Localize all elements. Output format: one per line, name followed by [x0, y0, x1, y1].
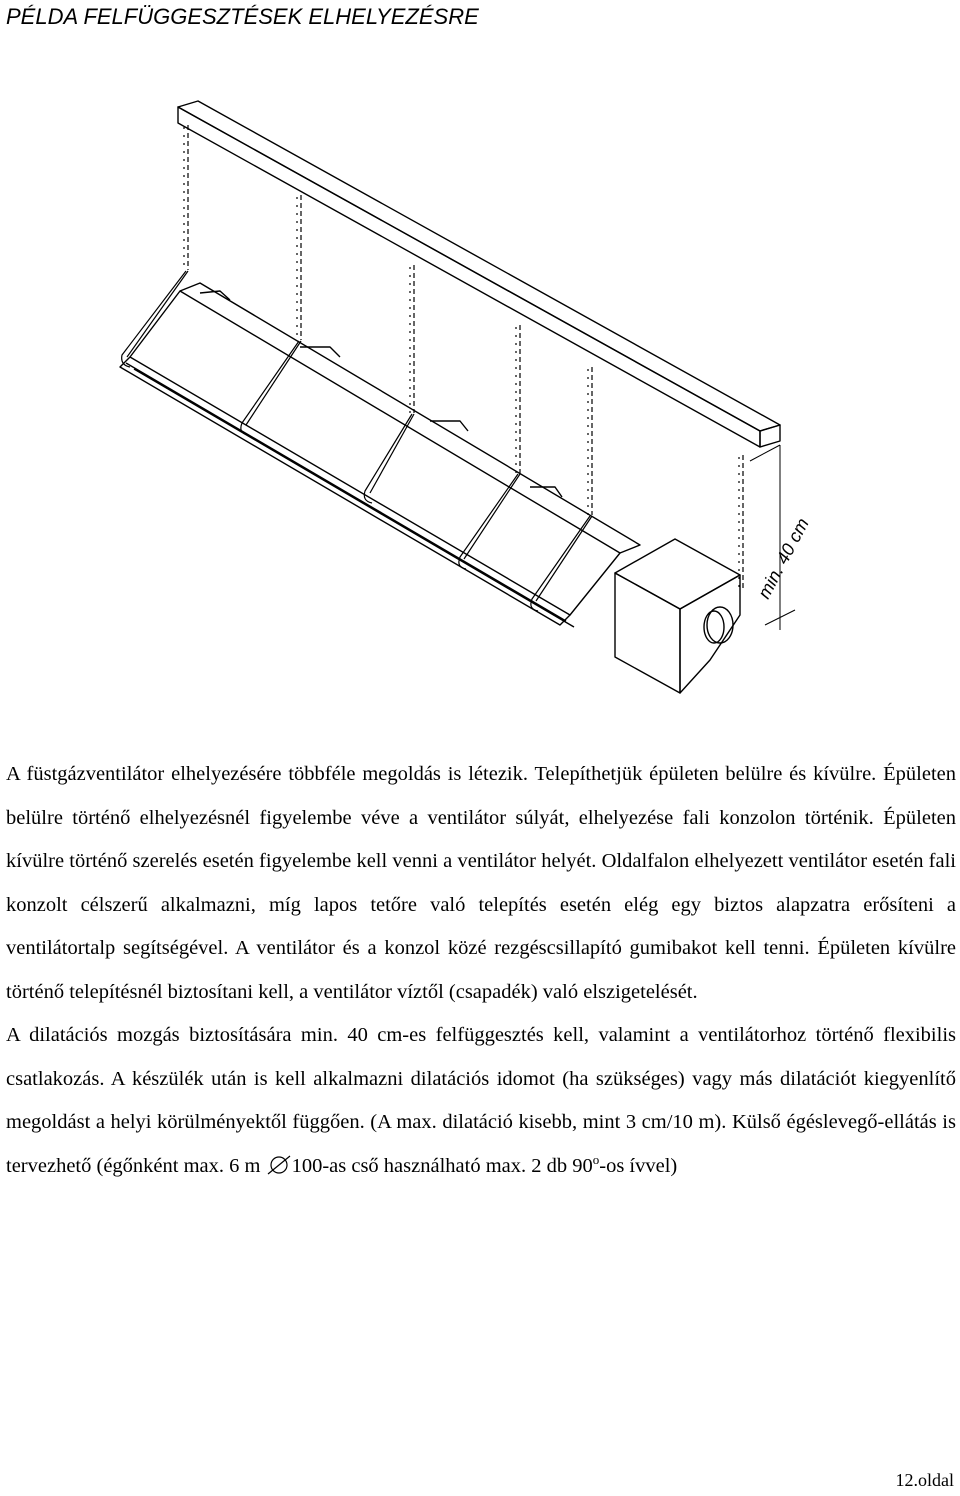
body-text	[6, 753, 956, 1188]
wire-hangers	[122, 271, 592, 611]
page-number: 12.oldal	[895, 1470, 954, 1490]
degree-superscript: o	[592, 1151, 600, 1167]
paragraph-2-part-1: A dilatációs mozgás biztosítására min. 40 cm-es felfüggesztés kell, valamint a ventilátorhoz történő flexibilis csatlakozás. A készülék után is kell alkalmazni dilatációs idomot (ha szükséges) vagy más dilatációt kiegyenlítő megoldást a helyi körülményektől függően. (A max. dilatáció kisebb, mint 3 cm/10 m). Külső égéslevegő-ellátás is tervezhető (égőnként max. 6 m	[6, 1024, 956, 1177]
paragraph-1: A füstgázventilátor elhelyezésére többféle megoldás is létezik. Telepíthetjük épületen belülre és kívülre. Épületen belülre történő elhelyezésnél figyelembe véve a ventilátor súlyát, elhelyezése fali konzolon történik. Épületen kívülre történő szerelés esetén figyelembe kell venni a ventilátor helyét. Oldalfalon elhelyezett ventilátor esetén fali konzolt célszerű alkalmazni, míg lapos tetőre való telepítés esetén elég egy biztos alapzatra erősíteni a ventilátortalp segítségével. A ventilátor és a konzol közé rezgéscsillapító gumibakot kell tenni. Épületen kívülre történő telepítésnél biztosítani kell, a ventilátor víztől (csapadék) való elszigetelését.	[6, 763, 956, 1003]
suspension-drawing	[100, 95, 813, 690]
top-beam	[178, 101, 780, 447]
paragraph-2-part-2: 100-as cső használható max. 2 db 90	[291, 1154, 593, 1177]
trough	[120, 283, 640, 627]
paragraph-2	[6, 1014, 956, 1188]
paragraph-2-part-3: -os ívvel)	[599, 1154, 678, 1177]
fan-housing	[615, 539, 740, 693]
page-title: PÉLDA FELFÜGGESZTÉSEK ELHELYEZÉSRE	[6, 4, 479, 29]
diameter-icon	[266, 1155, 292, 1175]
dimension-label: min. 40 cm	[753, 514, 813, 602]
